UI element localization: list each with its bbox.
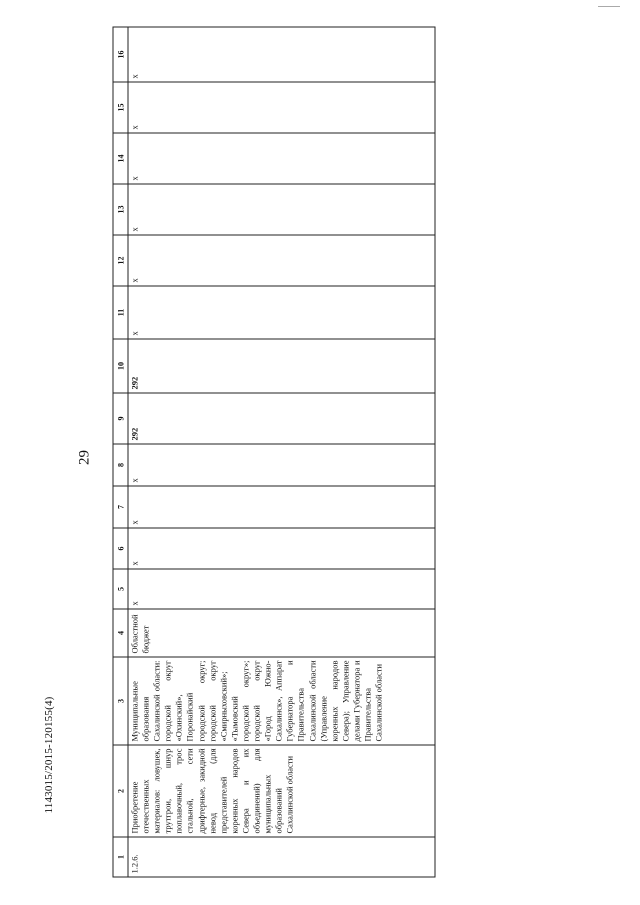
col-number-5: 5: [113, 569, 128, 609]
col-number-12: 12: [113, 235, 128, 286]
value-cell-6: х: [128, 528, 435, 569]
value-cell-16: х: [128, 27, 435, 82]
activities-table: [113, 27, 436, 878]
value-cell-10: 292: [128, 339, 435, 393]
value-cell-14: х: [128, 133, 435, 184]
col-number-1: 1: [113, 837, 128, 877]
funding-source-cell: Областной бюджет: [128, 609, 435, 657]
value-cell-9: 292: [128, 393, 435, 444]
table-row: [128, 27, 435, 877]
col-number-6: 6: [113, 528, 128, 569]
value-cell-11: х: [128, 286, 435, 339]
item-number-cell: 1.2.6.: [128, 837, 435, 877]
value-cell-5: х: [128, 569, 435, 609]
col-number-16: 16: [113, 27, 128, 82]
col-number-7: 7: [113, 486, 128, 528]
col-number-14: 14: [113, 133, 128, 184]
value-cell-12: х: [128, 235, 435, 286]
value-cell-7: х: [128, 486, 435, 528]
page-number: 29: [76, 450, 93, 465]
col-number-9: 9: [113, 393, 128, 444]
column-number-row: [113, 27, 128, 877]
document-id: 1143015/2015-120155(4): [43, 696, 55, 814]
col-number-4: 4: [113, 609, 128, 657]
activity-description-cell: Приобретение отечественных материалов: ловушек, трутгрои, шнур поплавочный, трос стальной, сети дрифтерные, закидной невод (для представителей коренных народов Севера и их объединений) для муниципальных образований Сахалинской области: [128, 745, 435, 837]
value-cell-15: х: [128, 82, 435, 133]
col-number-3: 3: [113, 657, 128, 745]
col-number-13: 13: [113, 184, 128, 235]
col-number-2: 2: [113, 745, 128, 837]
program-table: [113, 28, 436, 878]
col-number-11: 11: [113, 286, 128, 339]
value-cell-8: х: [128, 444, 435, 486]
col-number-8: 8: [113, 444, 128, 486]
value-cell-13: х: [128, 184, 435, 235]
corner-mark: [598, 6, 620, 7]
executors-cell: Муниципальные образования Сахалинской области: городской округ «Охинский», Поронайский городской округ; городской округ «Смирныховский»; «Тымовский городской округ»; городской округ «Город Южно-Сахалинск», Аппарат Губернатора и Правительства Сахалинской области (Управление коренных народов Севера); Управление делами Губернатора и Правительства Сахалинской области: [128, 657, 435, 745]
col-number-10: 10: [113, 339, 128, 393]
col-number-15: 15: [113, 82, 128, 133]
